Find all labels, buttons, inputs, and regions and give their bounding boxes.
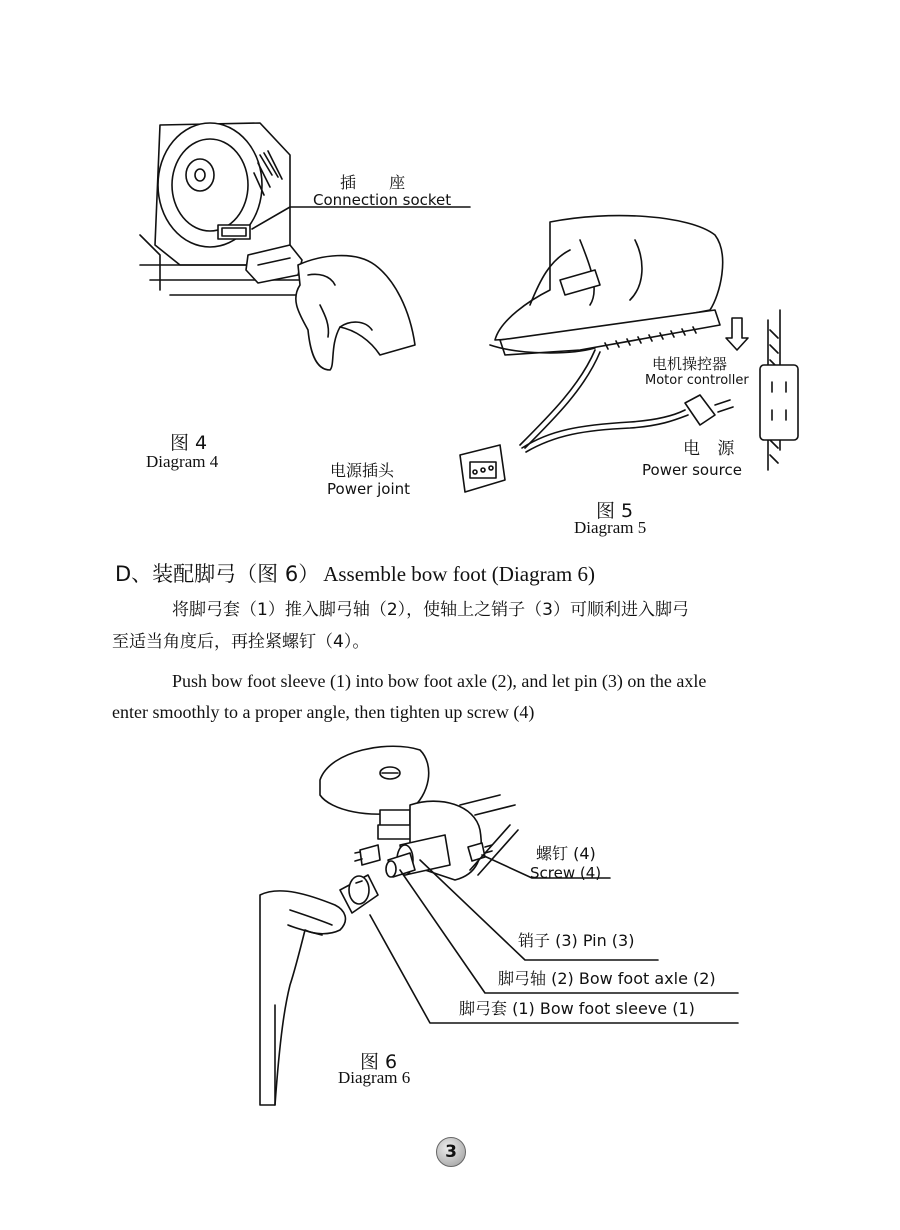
section-d-para-cn-line2: 至适当角度后，再拴紧螺钉（4）。 bbox=[112, 632, 370, 652]
diagram-5-illustration bbox=[430, 210, 800, 500]
diagram-4-caption-cn: 图 4 bbox=[170, 432, 208, 454]
diagram-5-caption-cn: 图 5 bbox=[596, 500, 634, 522]
diagram-4-caption-en: Diagram 4 bbox=[146, 452, 219, 471]
power-source-label-en: Power source bbox=[642, 461, 742, 479]
section-d-para-en-line1: Push bow foot sleeve (1) into bow foot axle (2), and let pin (3) on the axle bbox=[172, 671, 707, 691]
section-d-heading bbox=[115, 558, 595, 588]
motor-controller-label-en: Motor controller bbox=[645, 373, 749, 388]
section-d-para-cn-line1: 将脚弓套（1）推入脚弓轴（2），使轴上之销子（3）可顺利进入脚弓 bbox=[172, 600, 689, 620]
diagram-6-illustration bbox=[260, 735, 740, 1105]
pin-label: 销子 (3) Pin (3) bbox=[518, 931, 635, 950]
diagram-6-caption-cn: 图 6 bbox=[360, 1051, 398, 1073]
power-joint-label-cn: 电源插头 bbox=[330, 461, 395, 480]
bow-foot-axle-label: 脚弓轴 (2) Bow foot axle (2) bbox=[498, 969, 716, 988]
section-d-heading-en: Assemble bow foot (Diagram 6) bbox=[323, 562, 595, 586]
connection-socket-label-cn: 插 座 bbox=[340, 173, 420, 192]
bow-foot-sleeve-label: 脚弓套 (1) Bow foot sleeve (1) bbox=[459, 999, 695, 1018]
screw-label-cn: 螺钉 (4) bbox=[536, 844, 596, 863]
diagram-4-illustration bbox=[140, 115, 420, 375]
section-d-para-en-line2: enter smoothly to a proper angle, then tighten up screw (4) bbox=[112, 702, 535, 722]
section-d-heading-cn: D、装配脚弓（图 6） bbox=[115, 562, 320, 586]
power-source-label-cn: 电 源 bbox=[683, 439, 741, 459]
power-joint-label-en: Power joint bbox=[327, 480, 411, 498]
screw-label-en: Screw (4) bbox=[530, 864, 602, 882]
connection-socket-label-en: Connection socket bbox=[313, 191, 452, 209]
diagram-5-caption-en: Diagram 5 bbox=[574, 518, 647, 537]
motor-controller-label-cn: 电机操控器 bbox=[652, 355, 728, 373]
diagram-6-caption-en: Diagram 6 bbox=[338, 1068, 411, 1087]
page-number: 3 bbox=[436, 1137, 466, 1167]
